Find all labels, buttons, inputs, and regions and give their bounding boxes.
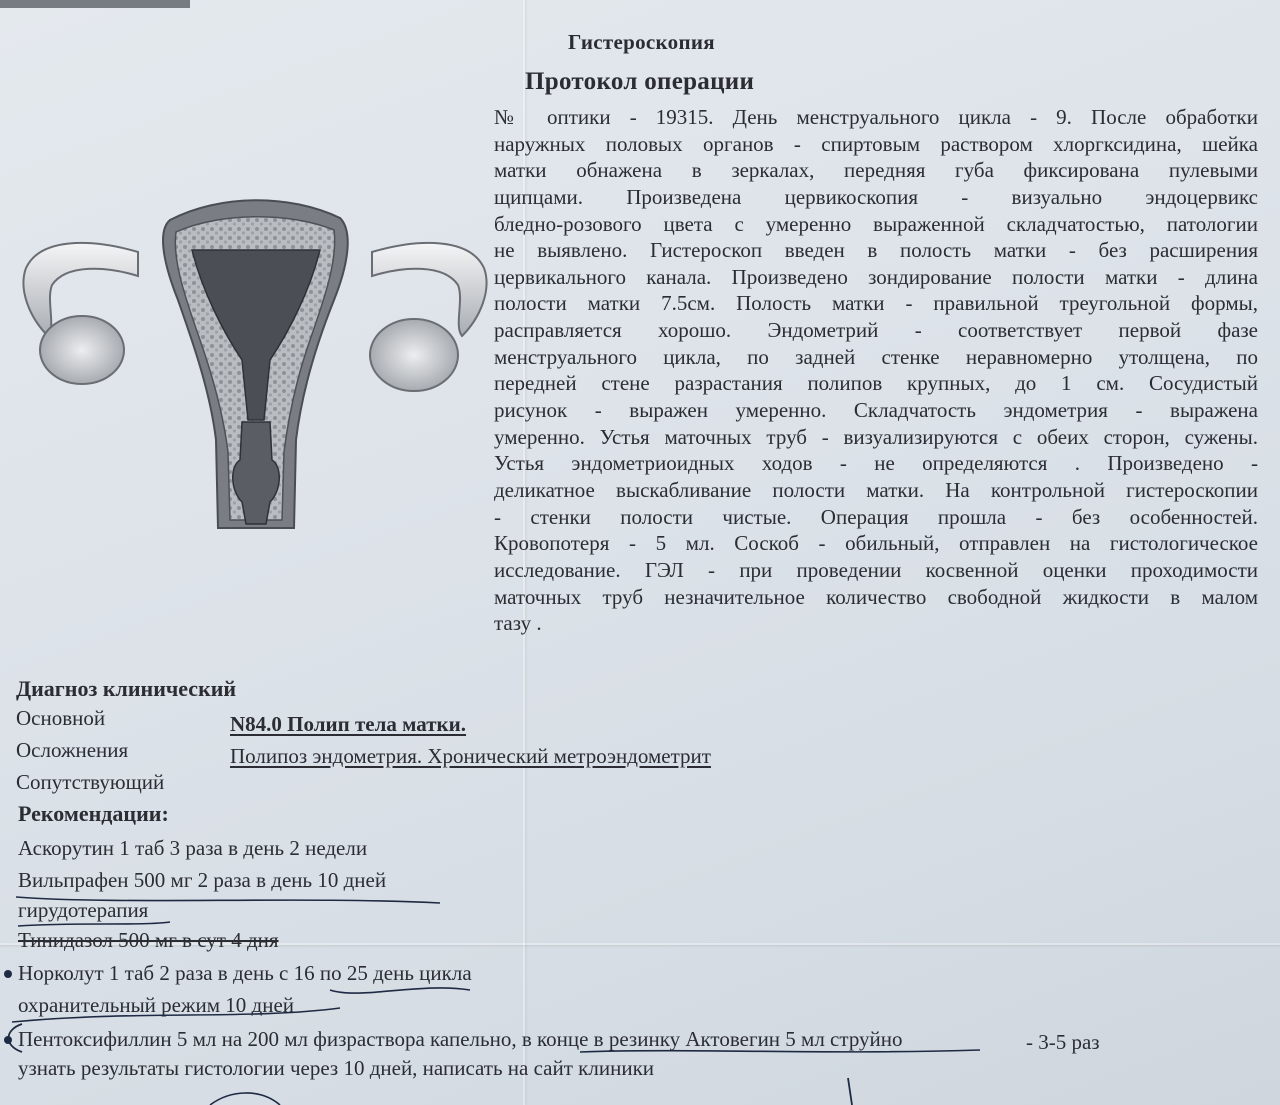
protocol-line: рисунок - выражен умеренно. Складчатость эндометрия - выражена (494, 398, 1258, 423)
protocol-line: тазу . (494, 611, 542, 636)
pen-underline (330, 988, 470, 993)
pen-dot-marker (4, 1036, 12, 1044)
diagnosis-primary-value: N84.0 Полип тела матки. (230, 712, 467, 736)
recommendation-item: Аскорутин 1 таб 3 раза в день 2 недели (18, 836, 368, 860)
recommendation-item: Норколут 1 таб 2 раза в день с 16 по 25 день цикла (18, 961, 472, 985)
uterus-anatomy-illustration (20, 190, 490, 550)
protocol-line: полости матки 7.5см. Полость матки - правильной треугольной формы, (494, 291, 1258, 316)
protocol-line: исследование. ГЭЛ - при проведении косвенной оценки проходимости (494, 557, 1258, 582)
handwritten-course-note: - 3-5 раз (1026, 1030, 1100, 1054)
right-ovary (370, 319, 458, 391)
diagnosis-primary-label: Основной (16, 706, 106, 730)
procedure-title: Гистероскопия (568, 30, 715, 54)
recommendation-item: Вильпрафен 500 мг 2 раза в день 10 дней (18, 868, 387, 892)
diagnosis-complications-label: Осложнения (16, 738, 129, 762)
recommendation-item: гирудотерапия (18, 898, 149, 922)
protocol-line: менструального цикла, по задней стенке неравномерно утолщена, по (494, 344, 1258, 369)
protocol-line: матки обнажена в зеркалах, передняя губа фиксирована пулевыми (494, 158, 1258, 183)
recommendation-item: Пентоксифиллин 5 мл на 200 мл физраствора капельно, в конце в резинку Актовегин 5 мл струйно (18, 1027, 903, 1051)
pen-dot-marker (4, 970, 12, 978)
recommendation-item: охранительный режим 10 дней (18, 993, 295, 1017)
pen-scribble (210, 1093, 280, 1105)
scanner-edge-bar (0, 0, 190, 8)
pen-tick (848, 1078, 852, 1105)
left-ovary (40, 316, 124, 384)
protocol-line: наружных половых органов - спиртовым раствором хлоргксидина, шейка (494, 131, 1258, 156)
diagnosis-heading: Диагноз клинический (16, 676, 237, 701)
protocol-line: деликатное выскабливание полости матки. На контрольной гистероскопии (494, 477, 1258, 502)
protocol-line: маточных труб незначительное количество свободной жидкости в малом (494, 584, 1258, 609)
protocol-text (494, 104, 1258, 637)
protocol-line: - стенки полости чистые. Операция прошла - без особенностей. (494, 504, 1258, 529)
protocol-line: бледно-розового цвета с умеренно выраженной складчатостью, патологии (494, 211, 1258, 236)
protocol-line: передней стене разрастания полипов крупных, до 1 см. Сосудистый (494, 371, 1258, 396)
protocol-line: № оптики - 19315. День менструального цикла - 9. После обработки (494, 105, 1258, 129)
protocol-line: не выявлено. Гистероскоп введен в полость матки - без расширения (494, 238, 1258, 263)
recommendation-item-struck: Тинидазол 500 мг в сут 4 дня (18, 928, 279, 952)
document-title: Протокол операции (525, 68, 755, 95)
diagnosis-concomitant-label: Сопутствующий (16, 770, 165, 794)
protocol-line: расправляется хорошо. Эндометрий - соответствует первой фазе (494, 318, 1258, 343)
recommendation-item: узнать результаты гистологии через 10 дней, написать на сайт клиники (18, 1056, 655, 1080)
protocol-line: цервикального канала. Произведено зондирование полости матки - длина (494, 264, 1258, 289)
recommendations-heading: Рекомендации: (18, 801, 169, 826)
protocol-line: Устья эндометриоидных ходов - не определяются . Произведено - (494, 451, 1258, 476)
protocol-line: Кровопотеря - 5 мл. Соскоб - обильный, отправлен на гистологическое (494, 531, 1258, 556)
protocol-line: щипцами. Произведена цервикоскопия - визуально эндоцервикс (494, 184, 1258, 209)
protocol-line: умеренно. Устья маточных труб - визуализируются с обеих сторон, сужены. (494, 424, 1258, 449)
diagnosis-complications-value: Полипоз эндометрия. Хронический метроэндометрит (230, 744, 711, 768)
